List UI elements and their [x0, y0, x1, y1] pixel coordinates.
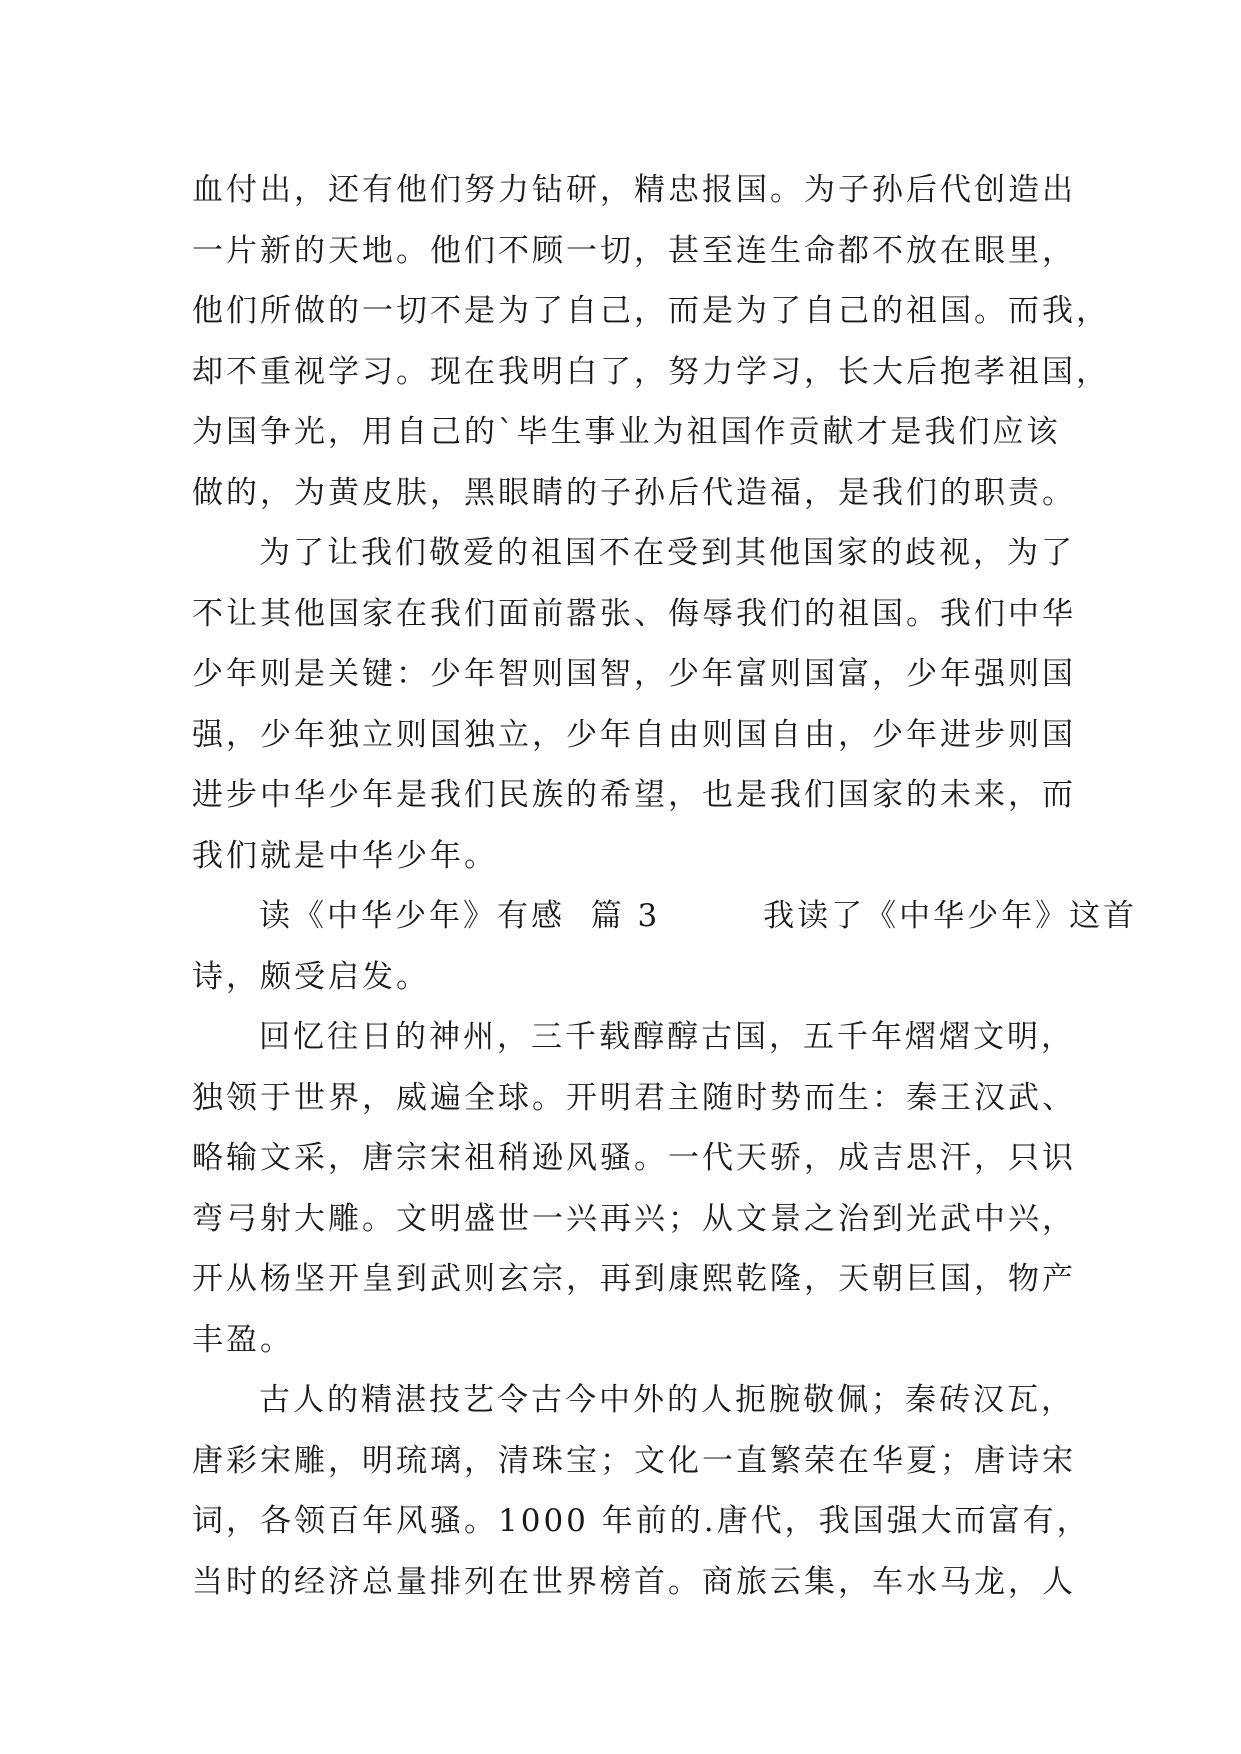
text-line: 诗，颇受启发。: [192, 958, 430, 995]
text-line: 少年则是关键：少年智则国智，少年富则国富，少年强则国: [192, 656, 1076, 692]
text-line: 弯弓射大雕。文明盛世一兴再兴；从文景之治到光武中兴，: [192, 1200, 1076, 1237]
paragraph-start-line: 回忆往日的神州，三千载醇醇古国，五千年熠熠文明，: [259, 1019, 1075, 1055]
text-line: 进步中华少年是我们民族的希望，也是我们国家的未来，而: [192, 777, 1076, 813]
text-line: 当时的经济总量排列在世界榜首。商旅云集，车水马龙，人: [192, 1563, 1076, 1600]
text-line: 一片新的天地。他们不顾一切，甚至连生命都不放在眼里，: [192, 232, 1076, 269]
document-body: [192, 160, 1138, 1612]
text-line: 不让其他国家在我们面前嚣张、侮辱我们的祖国。我们中华: [192, 595, 1076, 632]
text-line: 强，少年独立则国独立，少年自由则国自由，少年进步则国: [192, 716, 1076, 753]
text-line: 我们就是中华少年。: [192, 837, 498, 874]
paragraph-start-line: 为了让我们敬爱的祖国不在受到其他国家的歧视，为了: [259, 535, 1075, 571]
text-line: 词，各领百年风骚。1000 年前的.唐代，我国强大而富有，: [192, 1503, 1091, 1539]
section-heading-line: 读《中华少年》有感 篇 3 我读了《中华少年》这首: [259, 898, 1138, 934]
text-line: 唐彩宋雕，明琉璃，清珠宝；文化一直繁荣在华夏；唐诗宋: [192, 1442, 1076, 1479]
text-line: 做的，为黄皮肤，黑眼睛的子孙后代造福，是我们的职责。: [192, 474, 1076, 511]
text-line: 独领于世界，威遍全球。开明君主随时势而生：秦王汉武、: [192, 1079, 1076, 1116]
text-line: 丰盈。: [192, 1321, 294, 1358]
text-line: 为国争光，用自己的`毕生事业为祖国作贡献才是我们应该: [192, 414, 1061, 450]
paragraph-start-line: 古人的精湛技艺令古今中外的人扼腕敬佩；秦砖汉瓦，: [259, 1382, 1075, 1418]
text-line: 开从杨坚开皇到武则玄宗，再到康熙乾隆，天朝巨国，物产: [192, 1261, 1076, 1297]
text-line: 他们所做的一切不是为了自己，而是为了自己的祖国。而我，: [192, 293, 1110, 329]
text-line: 却不重视学习。现在我明白了，努力学习，长大后抱孝祖国，: [192, 353, 1110, 390]
text-line: 血付出，还有他们努力钻研，精忠报国。为子孙后代创造出: [192, 172, 1076, 208]
text-line: 略输文采，唐宗宋祖稍逊风骚。一代天骄，成吉思汗，只识: [192, 1140, 1076, 1176]
